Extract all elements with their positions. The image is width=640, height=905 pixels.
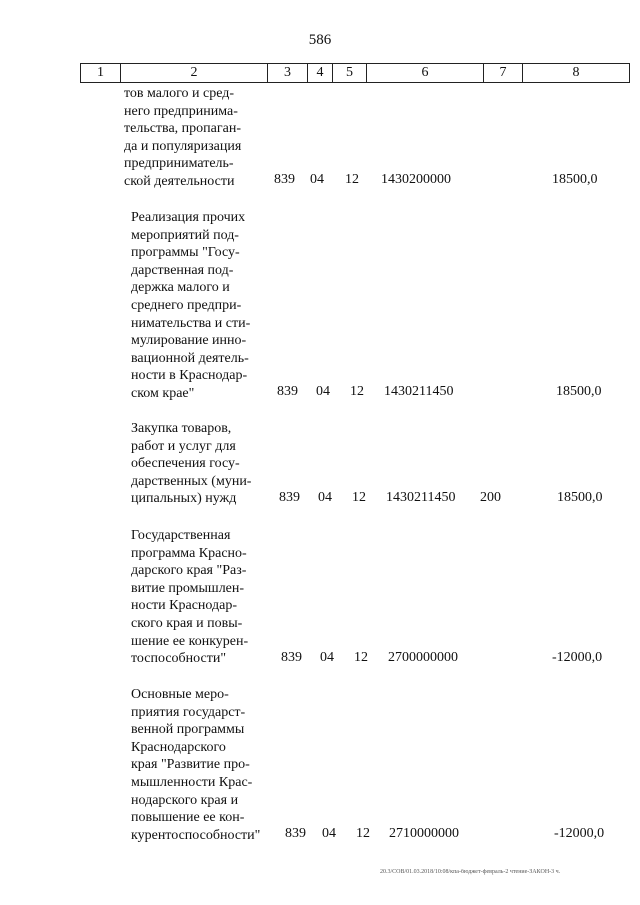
- row-description: тов малого и сред- него предпринима- тельства, пропаган- да и популяризация предприниматель- ской деятельности: [124, 86, 242, 189]
- target-article-code: 2710000000: [389, 826, 459, 841]
- subsection-code: 12: [352, 490, 366, 505]
- column-4-header: 4: [308, 64, 333, 83]
- section-code: 04: [320, 650, 334, 665]
- ministry-code: 839: [285, 826, 306, 841]
- amount: 18500,0: [557, 490, 603, 505]
- row-description: Реализация прочих мероприятий под- программы "Госу- дарственная под- держка малого и среднего предпри- нимательства и сти- мулирование инно- вационной деятель- ности в Краснодар- ском крае": [131, 210, 251, 401]
- section-code: 04: [322, 826, 336, 841]
- column-3-header: 3: [268, 64, 308, 83]
- subsection-code: 12: [354, 650, 368, 665]
- column-number-header: [80, 63, 630, 83]
- section-code: 04: [310, 172, 324, 187]
- amount: -12000,0: [552, 650, 603, 665]
- document-footer-id: 20.3/СОВ/01.03.2018/10:08/кпа-бюджет-февраль-2 чтение-ЗАКОН-3 ч.: [380, 869, 561, 875]
- amount: 18500,0: [556, 384, 602, 399]
- subsection-code: 12: [356, 826, 370, 841]
- amount: 18500,0: [552, 172, 598, 187]
- column-6-header: 6: [367, 64, 484, 83]
- row-description: Основные меро- приятия государст- венной программы Краснодарского края "Развитие про- мышленности Крас- нодарского края и повышение ее кон- курентоспособности": [131, 687, 261, 843]
- page-number: 586: [308, 32, 332, 48]
- ministry-code: 839: [279, 490, 300, 505]
- column-7-header: 7: [484, 64, 523, 83]
- column-8-header: 8: [523, 64, 630, 83]
- subsection-code: 12: [345, 172, 359, 187]
- target-article-code: 1430211450: [386, 490, 456, 505]
- target-article-code: 1430200000: [381, 172, 451, 187]
- section-code: 04: [316, 384, 330, 399]
- target-article-code: 1430211450: [384, 384, 454, 399]
- target-article-code: 2700000000: [388, 650, 458, 665]
- ministry-code: 839: [281, 650, 302, 665]
- amount: -12000,0: [554, 826, 605, 841]
- subsection-code: 12: [350, 384, 364, 399]
- row-description: Государственная программа Красно- дарского края "Раз- витие промышлен- ности Краснодар- ского края и повы- шение ее конкурен- тоспособности": [131, 528, 249, 667]
- section-code: 04: [318, 490, 332, 505]
- ministry-code: 839: [277, 384, 298, 399]
- column-2-header: 2: [121, 64, 268, 83]
- column-5-header: 5: [333, 64, 367, 83]
- ministry-code: 839: [274, 172, 295, 187]
- expense-type-code: 200: [480, 490, 501, 505]
- column-1-header: 1: [81, 64, 121, 83]
- row-description: Закупка товаров, работ и услуг для обеспечения госу- дарственных (муни- ципальных) нужд: [131, 421, 252, 507]
